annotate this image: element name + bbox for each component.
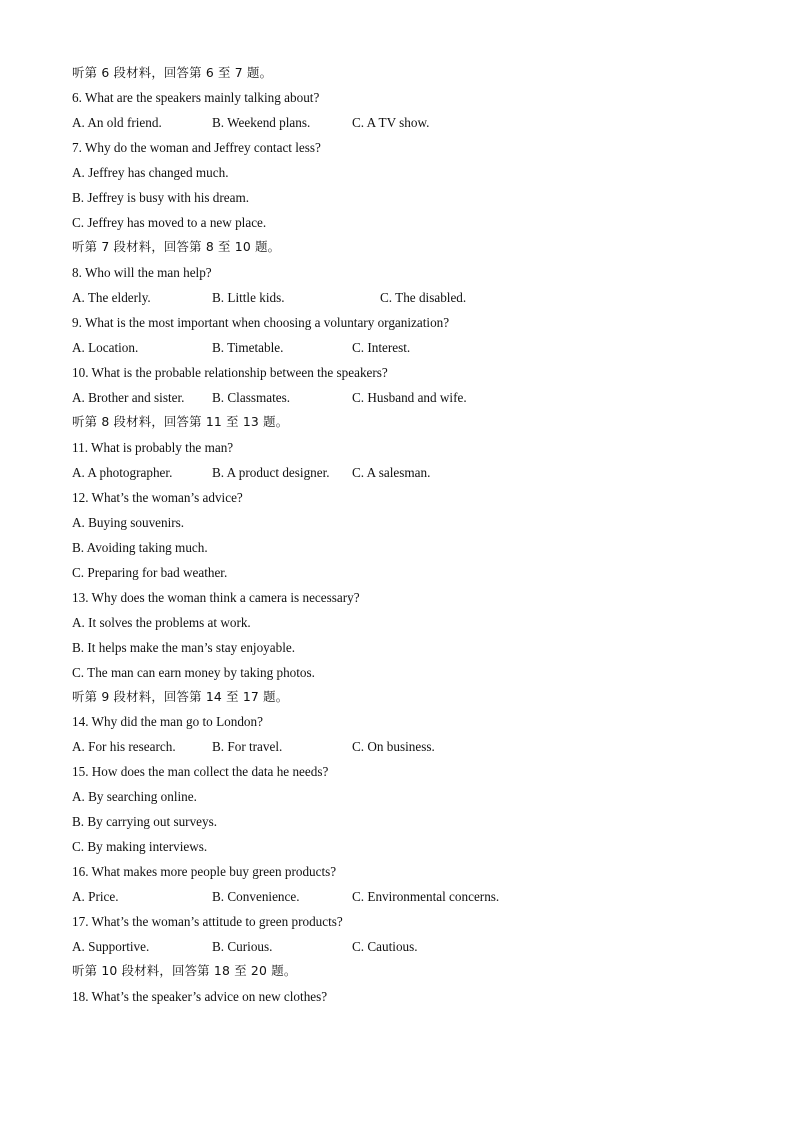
options-row-9 xyxy=(72,337,732,359)
option-10b: B. Classmates. xyxy=(212,390,291,405)
option-16c: C. Environmental concerns. xyxy=(352,889,500,904)
section-header-7: 听第 7 段材料，回答第 8 至 10 题。 xyxy=(72,239,281,254)
option-9a: A. Location. xyxy=(72,340,139,355)
options-row-17 xyxy=(72,936,732,958)
option-6c: C. A TV show. xyxy=(352,115,430,130)
question-12: 12. What’s the woman’s advice? xyxy=(72,490,243,505)
option-14c: C. On business. xyxy=(352,739,435,754)
option-8a: A. The elderly. xyxy=(72,290,151,305)
option-7b: B. Jeffrey is busy with his dream. xyxy=(72,190,250,205)
option-17c: C. Cautious. xyxy=(352,939,418,954)
question-10: 10. What is the probable relationship between the speakers? xyxy=(72,365,388,380)
options-row-14 xyxy=(72,736,732,758)
option-13c: C. The man can earn money by taking photos. xyxy=(72,665,315,680)
option-16b: B. Convenience. xyxy=(212,889,300,904)
option-6b: B. Weekend plans. xyxy=(212,115,311,130)
option-8c: C. The disabled. xyxy=(380,290,467,305)
section-header-9: 听第 9 段材料，回答第 14 至 17 题。 xyxy=(72,689,289,704)
option-7c: C. Jeffrey has moved to a new place. xyxy=(72,215,267,230)
question-7: 7. Why do the woman and Jeffrey contact less? xyxy=(72,140,321,155)
question-11: 11. What is probably the man? xyxy=(72,440,234,455)
question-18: 18. What’s the speaker’s advice on new clothes? xyxy=(72,989,328,1004)
option-6a: A. An old friend. xyxy=(72,115,162,130)
section-header-8: 听第 8 段材料，回答第 11 至 13 题。 xyxy=(72,414,289,429)
option-16a: A. Price. xyxy=(72,889,119,904)
option-17b: B. Curious. xyxy=(212,939,273,954)
option-10c: C. Husband and wife. xyxy=(352,390,467,405)
option-7a: A. Jeffrey has changed much. xyxy=(72,165,229,180)
option-9c: C. Interest. xyxy=(352,340,411,355)
options-row-16 xyxy=(72,886,732,908)
options-row-10 xyxy=(72,387,732,409)
option-17a: A. Supportive. xyxy=(72,939,150,954)
question-9: 9. What is the most important when choosing a voluntary organization? xyxy=(72,315,450,330)
option-12a: A. Buying souvenirs. xyxy=(72,515,185,530)
option-13b: B. It helps make the man’s stay enjoyable. xyxy=(72,640,296,655)
option-14a: A. For his research. xyxy=(72,739,176,754)
question-8: 8. Who will the man help? xyxy=(72,265,212,280)
option-15b: B. By carrying out surveys. xyxy=(72,814,218,829)
option-12c: C. Preparing for bad weather. xyxy=(72,565,228,580)
option-11b: B. A product designer. xyxy=(212,465,330,480)
options-row-11 xyxy=(72,462,732,484)
options-row-8 xyxy=(72,287,732,309)
question-16: 16. What makes more people buy green products? xyxy=(72,864,337,879)
question-6: 6. What are the speakers mainly talking about? xyxy=(72,90,320,105)
question-17: 17. What’s the woman’s attitude to green products? xyxy=(72,914,343,929)
question-15: 15. How does the man collect the data he needs? xyxy=(72,764,329,779)
option-13a: A. It solves the problems at work. xyxy=(72,615,251,630)
question-13: 13. Why does the woman think a camera is necessary? xyxy=(72,590,360,605)
option-10a: A. Brother and sister. xyxy=(72,390,185,405)
question-14: 14. Why did the man go to London? xyxy=(72,714,263,729)
option-11c: C. A salesman. xyxy=(352,465,431,480)
options-row-6 xyxy=(72,112,732,134)
option-14b: B. For travel. xyxy=(212,739,283,754)
option-11a: A. A photographer. xyxy=(72,465,173,480)
option-15a: A. By searching online. xyxy=(72,789,197,804)
section-header-10: 听第 10 段材料，回答第 18 至 20 题。 xyxy=(72,963,297,978)
option-9b: B. Timetable. xyxy=(212,340,284,355)
option-15c: C. By making interviews. xyxy=(72,839,208,854)
option-8b: B. Little kids. xyxy=(212,290,285,305)
section-header-6: 听第 6 段材料，回答第 6 至 7 题。 xyxy=(72,65,273,80)
option-12b: B. Avoiding taking much. xyxy=(72,540,208,555)
